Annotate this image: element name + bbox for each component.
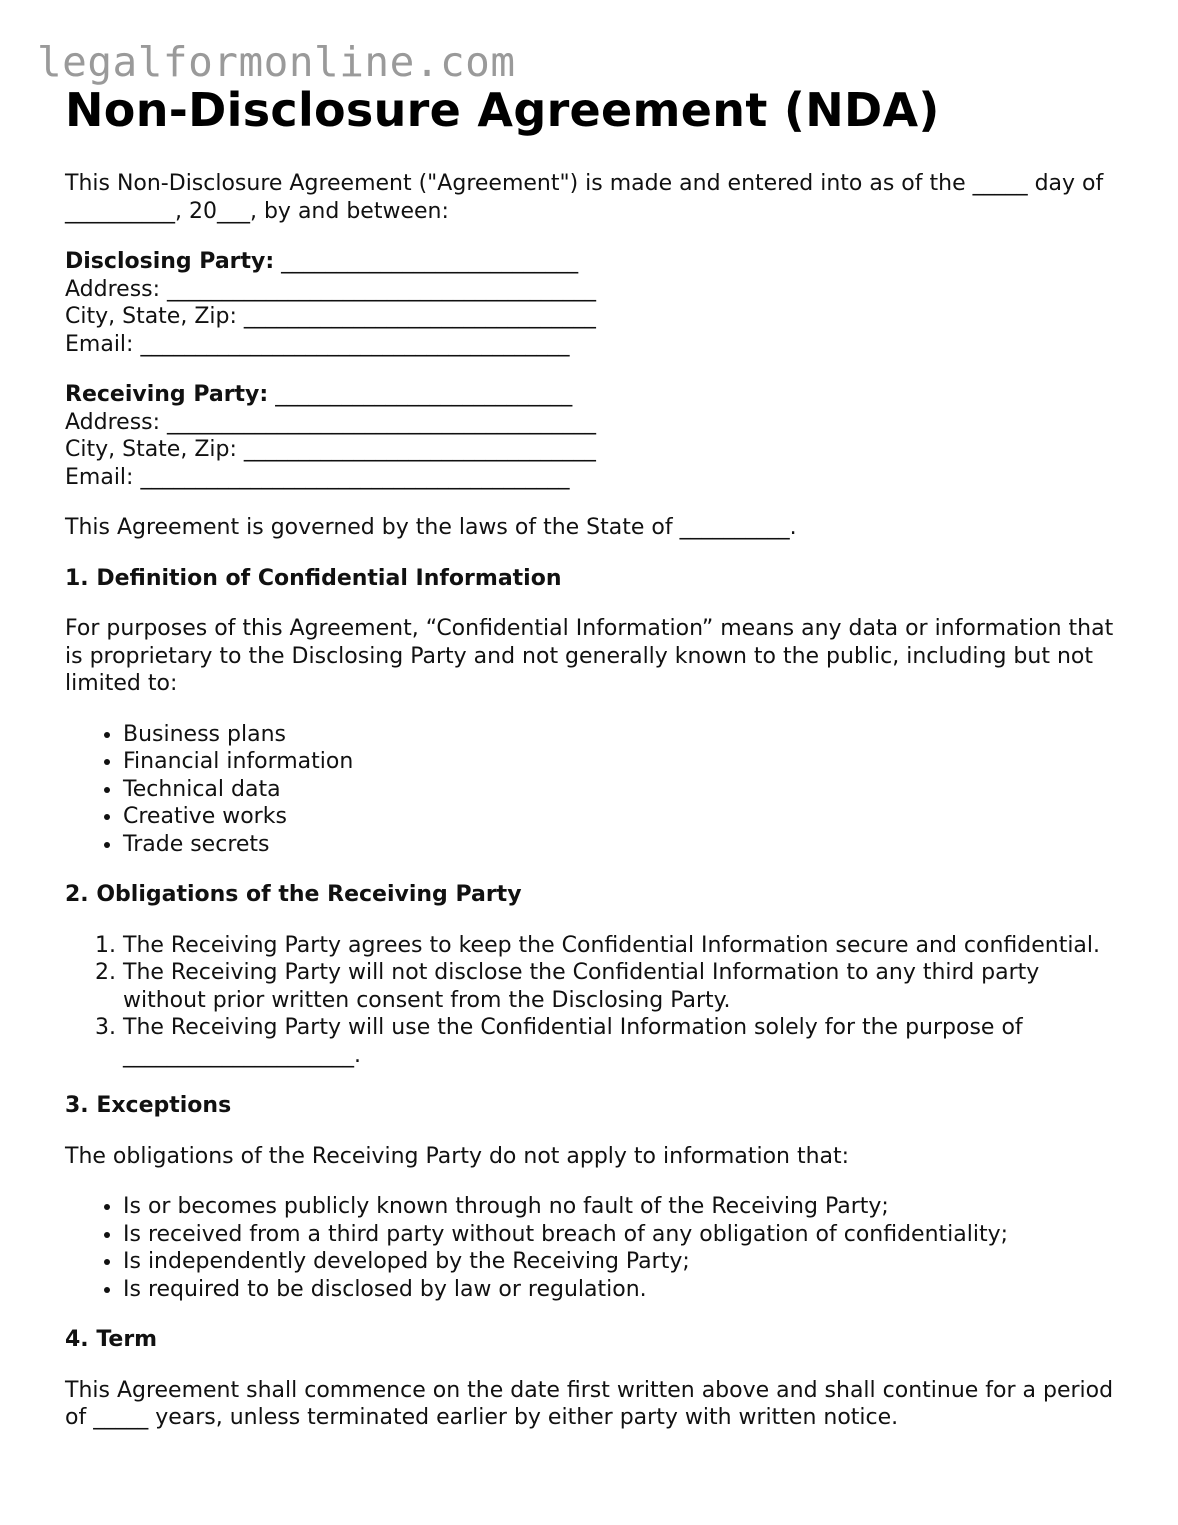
section-1-text: For purposes of this Agreement, “Confidential Information” means any data or information that is proprietary to the Disclosing Party and not generally known to the public, including but not limited to:	[65, 616, 1114, 696]
document-title: Non-Disclosure Agreement (NDA)	[65, 83, 940, 137]
list-item: • Technical data	[123, 776, 1125, 804]
exceptions-list	[65, 1193, 1125, 1303]
document	[65, 80, 1125, 1432]
list-item: • Is independently developed by the Receiving Party;	[123, 1248, 1125, 1276]
list-item: • Business plans	[123, 721, 1125, 749]
section-4-heading: 4. Term	[65, 1327, 158, 1352]
governing-law-line: This Agreement is governed by the laws of the State of __________.	[65, 515, 797, 540]
receiving-email-line: Email: _______________________________________	[65, 464, 570, 490]
receiving-party-block	[65, 381, 1125, 491]
section-2-heading: 2. Obligations of the Receiving Party	[65, 882, 522, 907]
intro-paragraph: This Non-Disclosure Agreement ("Agreement") is made and entered into as of the _____ day of __________, 20___, by and between:	[65, 171, 1104, 224]
disclosing-party-label: Disclosing Party:	[65, 249, 275, 274]
disclosing-party-name-blank: ___________________________	[274, 249, 579, 274]
disclosing-party-block	[65, 248, 1125, 358]
section-1-heading: 1. Definition of Confidential Information	[65, 565, 562, 591]
confidential-info-list	[65, 721, 1125, 859]
list-item: • Financial information	[123, 748, 1125, 776]
list-item: • Creative works	[123, 803, 1125, 831]
receiving-party-name-blank: ___________________________	[268, 382, 573, 407]
list-item: 3. The Receiving Party will use the Confidential Information solely for the purpose of _____________________.	[123, 1014, 1125, 1069]
receiving-party-label: Receiving Party:	[65, 382, 269, 407]
list-item: 1. The Receiving Party agrees to keep the Confidential Information secure and confidential.	[123, 932, 1125, 960]
receiving-address-line: Address: _______________________________________	[65, 409, 597, 435]
obligations-list	[65, 932, 1125, 1070]
disclosing-city-line: City, State, Zip: ________________________________	[65, 304, 596, 329]
receiving-city-line: City, State, Zip: ________________________________	[65, 437, 596, 462]
list-item: • Trade secrets	[123, 831, 1125, 859]
disclosing-email-line: Email: _______________________________________	[65, 331, 570, 357]
disclosing-address-line: Address: _______________________________________	[65, 276, 597, 302]
list-item: • Is required to be disclosed by law or regulation.	[123, 1276, 1125, 1304]
list-item: • Is or becomes publicly known through no fault of the Receiving Party;	[123, 1193, 1125, 1221]
list-item: 2. The Receiving Party will not disclose the Confidential Information to any third party without prior written consent from the Disclosing Party.	[123, 959, 1125, 1014]
watermark-text: legalformonline.com	[37, 38, 516, 86]
section-3-text: The obligations of the Receiving Party do not apply to information that:	[65, 1143, 850, 1169]
section-4-text: This Agreement shall commence on the date first written above and shall continue for a period of _____ years, unless terminated earlier by either party with written notice.	[65, 1377, 1114, 1430]
section-3-heading: 3. Exceptions	[65, 1093, 232, 1118]
list-item: • Is received from a third party without breach of any obligation of confidentiality;	[123, 1221, 1125, 1249]
